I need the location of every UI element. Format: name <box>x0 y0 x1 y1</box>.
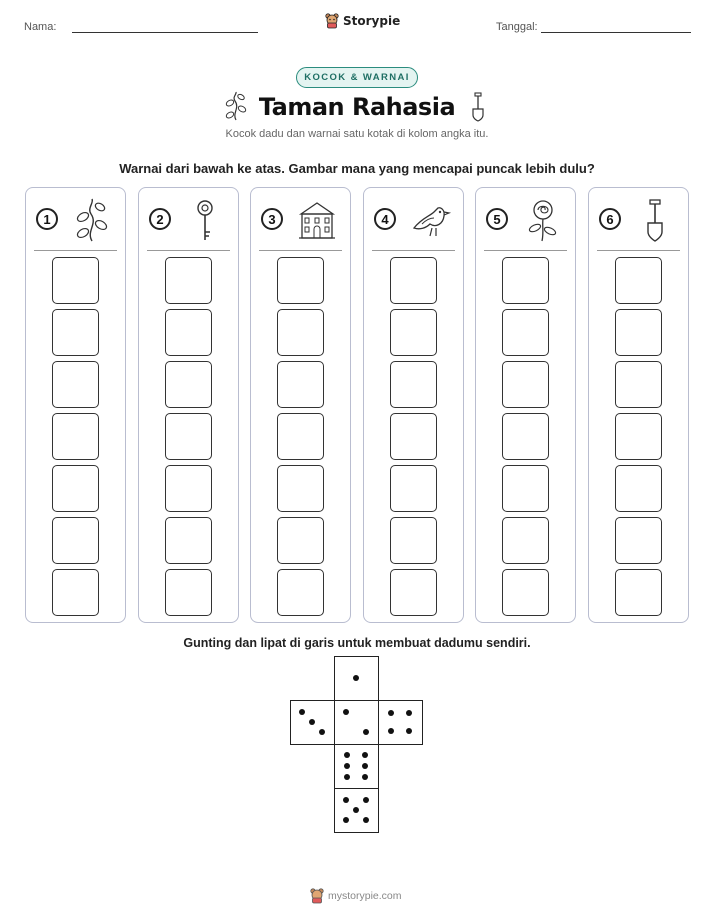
column-4 <box>363 187 464 623</box>
color-box[interactable] <box>502 517 549 564</box>
column-5 <box>475 187 576 623</box>
color-box[interactable] <box>165 517 212 564</box>
column-divider <box>372 250 455 251</box>
color-box[interactable] <box>165 465 212 512</box>
color-box[interactable] <box>390 361 437 408</box>
column-3 <box>250 187 351 623</box>
bear-icon <box>325 13 339 29</box>
die-face-6 <box>334 744 379 789</box>
color-box[interactable] <box>165 361 212 408</box>
color-box[interactable] <box>390 465 437 512</box>
column-number: 1 <box>36 208 58 230</box>
color-box[interactable] <box>52 517 99 564</box>
die-face-3 <box>290 700 335 745</box>
color-box[interactable] <box>165 569 212 616</box>
instruction: Warnai dari bawah ke atas. Gambar mana yang mencapai puncak lebih dulu? <box>119 161 595 176</box>
die-face-4 <box>378 700 423 745</box>
color-box[interactable] <box>52 413 99 460</box>
color-box[interactable] <box>390 309 437 356</box>
column-divider <box>259 250 342 251</box>
color-box[interactable] <box>615 413 662 460</box>
color-box[interactable] <box>615 309 662 356</box>
color-box[interactable] <box>277 465 324 512</box>
page-subtitle: Kocok dadu dan warnai satu kotak di kolom angka itu. <box>225 128 489 140</box>
column-6 <box>588 187 689 623</box>
color-box[interactable] <box>502 257 549 304</box>
category-tag: KOCOK & WARNAI <box>296 67 418 88</box>
date-label: Tanggal: <box>496 21 538 33</box>
footer <box>310 888 402 904</box>
column-1 <box>25 187 126 623</box>
column-divider <box>597 250 680 251</box>
brand-name: Storypie <box>343 14 401 28</box>
color-box[interactable] <box>52 257 99 304</box>
page-title: Taman Rahasia <box>258 93 456 121</box>
color-box[interactable] <box>165 257 212 304</box>
color-box[interactable] <box>277 569 324 616</box>
color-box[interactable] <box>277 257 324 304</box>
column-number: 2 <box>149 208 171 230</box>
die-face-1 <box>334 656 379 701</box>
color-box[interactable] <box>277 361 324 408</box>
color-box[interactable] <box>502 309 549 356</box>
color-box[interactable] <box>502 569 549 616</box>
color-box[interactable] <box>52 465 99 512</box>
column-number: 5 <box>486 208 508 230</box>
color-box[interactable] <box>277 517 324 564</box>
mansion-icon <box>295 198 339 242</box>
color-box[interactable] <box>615 569 662 616</box>
color-box[interactable] <box>390 517 437 564</box>
rose-icon <box>522 198 562 242</box>
die-face-2 <box>334 700 379 745</box>
cut-instruction: Gunting dan lipat di garis untuk membuat dadumu sendiri. <box>183 636 531 650</box>
bird-icon <box>408 198 452 242</box>
color-box[interactable] <box>277 413 324 460</box>
color-box[interactable] <box>502 361 549 408</box>
color-box[interactable] <box>502 465 549 512</box>
color-box[interactable] <box>390 413 437 460</box>
color-box[interactable] <box>615 465 662 512</box>
brand-logo <box>325 13 400 29</box>
color-box[interactable] <box>502 413 549 460</box>
color-box[interactable] <box>52 309 99 356</box>
column-number: 4 <box>374 208 396 230</box>
key-icon <box>185 198 225 242</box>
color-box[interactable] <box>390 569 437 616</box>
date-line <box>541 32 691 33</box>
color-box[interactable] <box>165 413 212 460</box>
color-box[interactable] <box>615 361 662 408</box>
name-line <box>72 32 258 33</box>
column-divider <box>147 250 230 251</box>
color-box[interactable] <box>52 361 99 408</box>
column-number: 6 <box>599 208 621 230</box>
column-2 <box>138 187 239 623</box>
column-divider <box>34 250 117 251</box>
color-box[interactable] <box>277 309 324 356</box>
color-box[interactable] <box>390 257 437 304</box>
shovel-icon <box>470 92 486 122</box>
color-box[interactable] <box>52 569 99 616</box>
shovel-icon <box>635 198 675 242</box>
color-box[interactable] <box>165 309 212 356</box>
die-face-5 <box>334 788 379 833</box>
footer-url[interactable]: mystorypie.com <box>328 890 402 902</box>
bear-icon <box>310 888 324 904</box>
color-box[interactable] <box>615 257 662 304</box>
color-box[interactable] <box>615 517 662 564</box>
vine-icon <box>72 198 112 242</box>
column-number: 3 <box>261 208 283 230</box>
name-label: Nama: <box>24 21 57 33</box>
column-divider <box>484 250 567 251</box>
